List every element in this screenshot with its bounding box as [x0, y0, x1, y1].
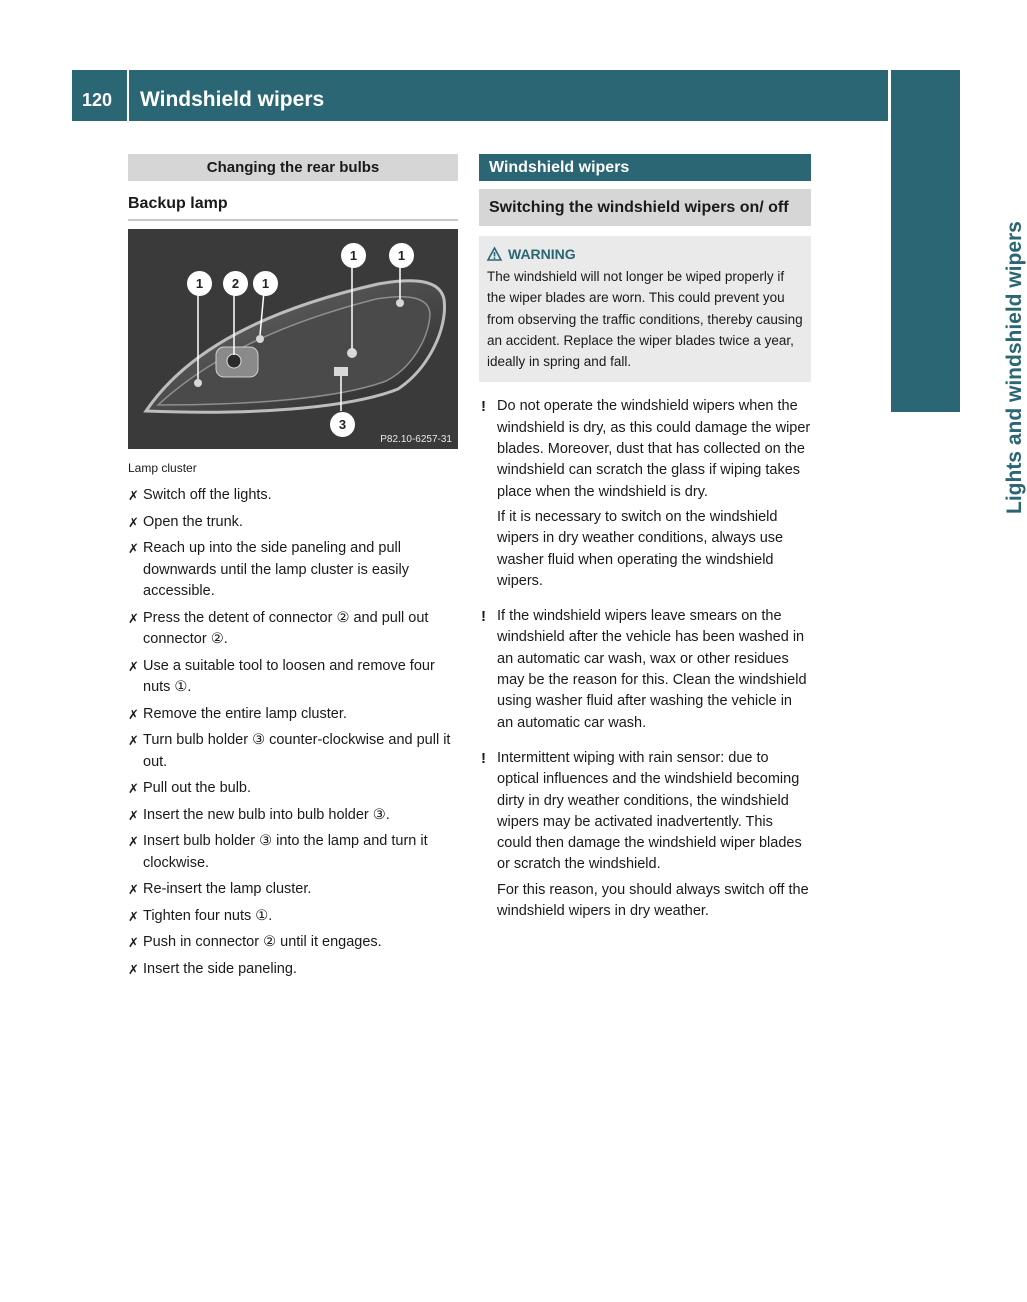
callout-1-c: 1: [341, 243, 366, 268]
list-item: ✗ Open the trunk.: [128, 512, 458, 534]
list-item: ✗ Re-insert the lamp cluster.: [128, 879, 458, 901]
warning-title: WARNING: [487, 246, 803, 262]
figure-caption: Lamp cluster: [128, 461, 197, 475]
list-item: ✗ Turn bulb holder ③ counter-clockwise and pull it out.: [128, 732, 451, 770]
list-item: ✗ Remove the entire lamp cluster.: [128, 704, 458, 726]
x-mark-icon: ✗: [128, 908, 139, 924]
exclamation-icon: !: [481, 608, 486, 626]
list-item: ✗ Press the detent of connector ② and pull out connector ②.: [128, 609, 429, 647]
x-mark-icon: ✗: [128, 610, 139, 626]
section-title-rear-bulbs: Changing the rear bulbs: [128, 154, 458, 181]
note-rain-sensor: ! Intermittent wiping with rain sensor: due to optical influences and the windshield becoming dirty in dry weather conditions, the windshield wipers may be activated inadvertently. This could then damage the windshield wiper blades or scratch the windshield. For this reason, you should always switch off the windshield wipers in dry weather.: [481, 749, 809, 920]
x-mark-icon: ✗: [128, 961, 139, 977]
x-mark-icon: ✗: [128, 514, 139, 530]
subsection-title-switching-wipers: Switching the windshield wipers on/ off: [479, 189, 811, 226]
header-divider: [127, 70, 129, 121]
list-item: ✗ Tighten four nuts ①.: [128, 906, 458, 928]
warning-triangle-icon: [487, 247, 502, 261]
list-item: ✗ Insert the new bulb into bulb holder ③.: [128, 805, 458, 827]
x-mark-icon: ✗: [128, 733, 139, 748]
right-column: [479, 154, 811, 922]
list-item: ✗ Push in connector ② until it engages.: [128, 932, 458, 954]
callout-3: 3: [330, 412, 355, 437]
x-mark-icon: ✗: [128, 658, 139, 674]
callout-1-a: 1: [187, 271, 212, 296]
subsection-title-backup-lamp: Backup lamp: [128, 195, 458, 221]
step-list: [128, 485, 458, 980]
side-tab-top: [891, 70, 960, 122]
lamp-cluster-figure: [128, 229, 458, 449]
x-mark-icon: ✗: [128, 541, 139, 556]
x-mark-icon: ✗: [128, 488, 139, 503]
section-title-windshield-wipers: Windshield wipers: [479, 154, 811, 181]
x-mark-icon: ✗: [128, 781, 139, 796]
exclamation-icon: !: [481, 749, 486, 767]
figure-code: P82.10-6257-31: [380, 434, 452, 445]
left-column: [128, 154, 458, 985]
x-mark-icon: ✗: [128, 834, 139, 849]
x-mark-icon: ✗: [128, 882, 139, 897]
page-title: Windshield wipers: [140, 88, 325, 111]
x-mark-icon: ✗: [128, 807, 139, 823]
list-item: ✗ Use a suitable tool to loosen and remove four nuts ①.: [128, 657, 435, 695]
note-smears: ! If the windshield wipers leave smears on the windshield after the vehicle has been washed in an automatic car wash, wax or other residues may be the reason for this. Clean the windshield using washer fluid after washing the vehicle in an automatic car wash.: [481, 608, 807, 731]
x-mark-icon: ✗: [128, 706, 139, 722]
list-item: ✗ Pull out the bulb.: [128, 778, 458, 800]
exclamation-icon: !: [481, 398, 486, 416]
page-number: 120: [82, 90, 113, 110]
callout-1-d: 1: [389, 243, 414, 268]
list-item: ✗ Switch off the lights.: [128, 485, 458, 507]
list-item: ✗ Insert the side paneling.: [128, 959, 458, 981]
side-tab-label: Lights and windshield wipers: [1003, 221, 1026, 514]
warning-text: The windshield will not longer be wiped properly if the wiper blades are worn. This could prevent you from observing the traffic conditions, thereby causing an accident. Replace the wiper blades twice a year, ideally in spring and fall.: [487, 269, 803, 370]
list-item: ✗ Reach up into the side paneling and pull downwards until the lamp cluster is easily accessible.: [128, 540, 409, 599]
side-tab: [891, 122, 1026, 514]
list-item: ✗ Insert bulb holder ③ into the lamp and turn it clockwise.: [128, 833, 428, 871]
warning-box: [479, 236, 811, 382]
callout-2: 2: [223, 271, 248, 296]
x-mark-icon: ✗: [128, 935, 139, 950]
callout-1-b: 1: [253, 271, 278, 296]
note-dry-windshield: ! Do not operate the windshield wipers when the windshield is dry, as this could damage the wiper blades. Moreover, dust that has collected on the windshield can scratch the glass if wiping takes place when the windshield is dry. If it is necessary to switch on the windshield wipers in dry weather conditions, always use washer fluid when operating the windshield wipers.: [481, 398, 811, 589]
